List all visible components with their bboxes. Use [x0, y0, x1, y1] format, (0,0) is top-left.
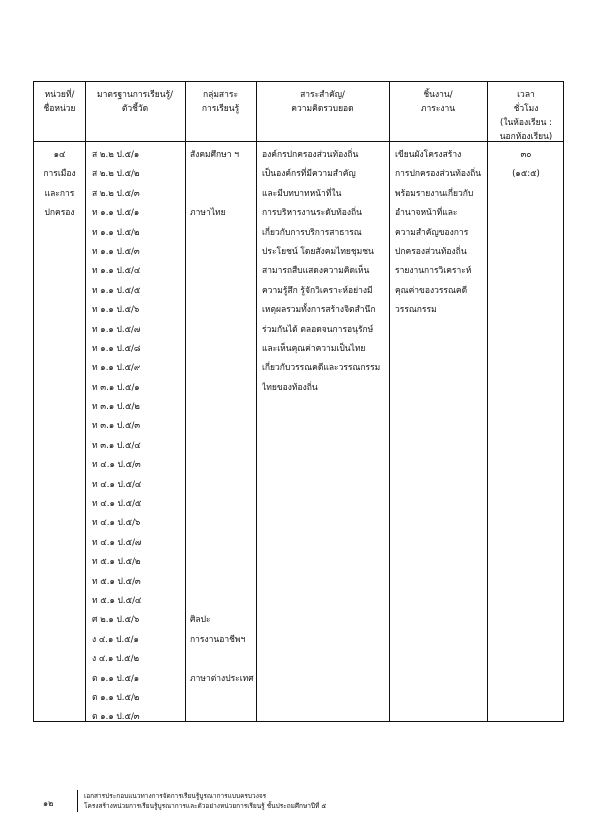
header-text: (ในห้องเรียน : — [500, 118, 552, 128]
header-text: นอกห้องเรียน) — [499, 132, 553, 142]
unit-text: ๑๔ — [53, 150, 66, 160]
header-text: สาระสำคัญ/ — [300, 90, 345, 100]
indicator-item: ท ๔.๑ ป.๕/๓ — [92, 460, 141, 471]
concept-line: เกี่ยวกับการบริการสาธารณ — [262, 227, 362, 238]
concept-line: ไทยของท้องถิ่น — [262, 382, 318, 393]
indicator-item: ท ๑.๑ ป.๕/๓ — [92, 246, 140, 257]
indicator-item: ท ๕.๑ ป.๕/๓ — [92, 576, 141, 587]
tasks-cell — [395, 146, 485, 321]
indicator-item: ท ๑.๑ ป.๕/๔ — [92, 266, 141, 277]
concept-cell — [262, 146, 387, 398]
curriculum-table — [33, 81, 564, 722]
indicator-item: ต ๑.๑ ป.๕/๒ — [92, 692, 140, 703]
indicator-item: ท ๓.๑ ป.๕/๓ — [92, 421, 141, 432]
concept-line: เหตุผลรวมทั้งการสร้างจิตสำนึก — [262, 305, 376, 316]
header-cell — [34, 88, 85, 116]
indicator-item: ท ๑.๑ ป.๕/๒ — [92, 227, 140, 238]
concept-line: เป็นองค์กรที่มีความสำคัญ — [262, 169, 356, 180]
indicator-item: ท ๑.๑ ป.๕/๘ — [92, 343, 141, 354]
header-text: การเรียนรู้ — [201, 104, 240, 114]
concept-line: ความรู้สึก รู้จักวิเคราะห์อย่างมี — [262, 285, 373, 296]
concept-line: ร่วมกันได้ ตลอดจนการอนุรักษ์ — [262, 324, 374, 335]
header-cell — [256, 88, 389, 116]
task-line: พร้อมรายงานเกี่ยวกับ — [395, 188, 474, 199]
indicator-item: ส ๒.๒ ป.๕/๑ — [92, 150, 140, 160]
indicator-item: ท ๕.๑ ป.๕/๒ — [92, 557, 141, 568]
header-text: ความคิดรวบยอด — [291, 104, 354, 114]
unit-text: ปกครอง — [44, 208, 75, 219]
header-text: ชิ้นงาน/ — [423, 90, 453, 100]
subject-label: สังคมศึกษา ฯ — [190, 150, 240, 160]
concept-line: การบริหารงานระดับท้องถิ่น — [262, 208, 362, 219]
task-line: ความสำคัญของการ — [395, 227, 469, 238]
indicator-item: ส ๒.๒ ป.๕/๓ — [92, 188, 140, 199]
concept-line: เกี่ยวกับวรรณคดีและวรรณกรรม — [262, 363, 381, 374]
indicator-item: ท ๔.๑ ป.๕/๗ — [92, 537, 142, 548]
header-cell — [185, 88, 256, 116]
header-cell — [389, 88, 487, 116]
concept-line: ประโยชน์ โดยสังคมไทยชุมชน — [262, 246, 374, 257]
header-text: ตัวชี้วัด — [121, 104, 149, 114]
indicator-item: ง ๔.๑ ป.๕/๑ — [92, 634, 139, 645]
task-line: คุณค่าของวรรณคดี — [395, 285, 468, 296]
indicator-item: ท ๑.๑ ป.๕/๖ — [92, 305, 140, 316]
task-line: วรรณกรรม — [395, 305, 437, 316]
indicator-item: ท ๕.๑ ป.๕/๔ — [92, 595, 142, 606]
footer-text — [84, 791, 326, 811]
column-divider — [389, 82, 390, 721]
indicator-item: ต ๑.๑ ป.๕/๑ — [92, 673, 140, 684]
column-divider — [85, 82, 86, 721]
subjects-cell — [190, 146, 254, 728]
indicator-item: ท ๑.๑ ป.๕/๗ — [92, 324, 141, 335]
time-cell — [488, 146, 564, 185]
concept-line: และมีบทบาทหน้าที่ใน — [262, 188, 342, 199]
concept-line: องค์กรปกครองส่วนท้องถิ่น — [262, 150, 359, 160]
header-text: ชื่อหน่วย — [43, 104, 76, 114]
header-text: หน่วยที่/ — [44, 90, 75, 100]
footer-line-2: โครงสร้างหน่วยการเรียนรู้บูรณาการและตัวอย่างหน่วยการเรียนรู้ ชั้นประถมศึกษาปีที่ ๕ — [84, 802, 327, 810]
page-number: ๑๒ — [43, 799, 54, 808]
concept-line: และเห็นคุณค่าความเป็นไทย — [262, 343, 366, 354]
indicator-item: ท ๔.๑ ป.๕/๔ — [92, 479, 142, 490]
indicator-item: ท ๑.๑ ป.๕/๕ — [92, 285, 141, 296]
indicator-item: ง ๔.๑ ป.๕/๒ — [92, 654, 140, 665]
task-line: อำนาจหน้าที่และ — [395, 208, 458, 219]
task-line: เขียนผังโครงสร้าง — [395, 150, 462, 160]
task-line: ปกครองส่วนท้องถิ่น — [395, 246, 467, 257]
indicator-item: ท ๔.๑ ป.๕/๖ — [92, 518, 141, 529]
unit-text: และการ — [44, 188, 75, 199]
time-text: ๓๐ — [520, 150, 532, 160]
indicator-item: ต ๑.๑ ป.๕/๓ — [92, 712, 140, 723]
subject-label: การงานอาชีพฯ — [190, 634, 246, 645]
header-text: เวลา — [517, 90, 535, 100]
footer-line-1: เอกสารประกอบแนวทางการจัดการเรียนรู้บูรณาการแบบครบวงจร — [84, 792, 267, 800]
indicator-item: ศ ๒.๑ ป.๕/๖ — [92, 615, 140, 626]
task-line: รายงานการวิเคราะห์ — [395, 266, 472, 277]
header-text: กลุ่มสาระ — [202, 90, 239, 100]
subject-label: ภาษาไทย — [190, 208, 226, 219]
column-divider — [185, 82, 186, 721]
subject-label: ภาษาต่างประเทศ — [190, 673, 254, 684]
header-text: ชั่วโมง — [513, 104, 539, 114]
header-divider — [34, 141, 563, 142]
task-line: การปกครองส่วนท้องถิ่น — [395, 169, 482, 180]
indicator-item: ท ๔.๑ ป.๕/๕ — [92, 499, 142, 510]
unit-text: การเมือง — [43, 169, 76, 180]
header-text: ภาระงาน — [420, 104, 456, 114]
header-cell — [85, 88, 185, 116]
subject-label: ศิลปะ — [190, 615, 211, 626]
indicator-item: ท ๑.๑ ป.๕/๑ — [92, 208, 140, 219]
footer-divider — [77, 790, 78, 812]
header-text: มาตรฐานการเรียนรู้/ — [97, 90, 173, 100]
indicator-item: ท ๓.๑ ป.๕/๑ — [92, 382, 140, 393]
indicator-item: ท ๓.๑ ป.๕/๔ — [92, 440, 141, 451]
indicators-cell — [92, 146, 141, 728]
column-divider — [256, 82, 257, 721]
time-text: (๑๕:๕) — [512, 169, 540, 180]
indicator-item: ส ๒.๒ ป.๕/๒ — [92, 169, 140, 180]
indicator-item: ท ๓.๑ ป.๕/๒ — [92, 402, 140, 413]
indicator-item: ท ๑.๑ ป.๕/๙ — [92, 363, 141, 374]
unit-cell — [34, 146, 85, 224]
header-cell — [487, 88, 565, 144]
concept-line: สามารถสืบแสดงความคิดเห็น — [262, 266, 370, 277]
